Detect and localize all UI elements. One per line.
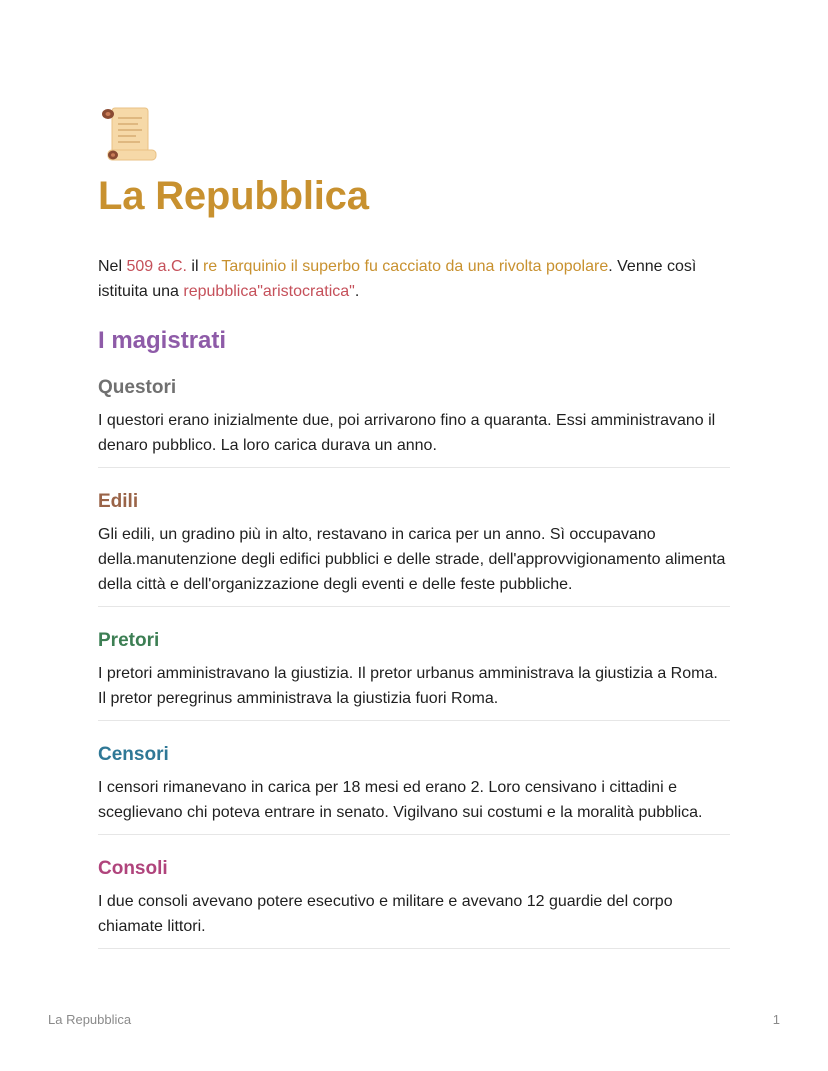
intro-text: il [186,258,203,275]
highlight-date: 509 a.C. [126,258,187,275]
intro-text: Nel [98,258,127,275]
intro-text: . Venne così istituita una [98,258,697,300]
magistrate-title: Pretori [98,630,160,651]
magistrate-title: Consoli [98,858,168,879]
section-heading: I magistrati [98,327,227,354]
highlight-event: re Tarquinio il superbo fu cacciato da una rivolta popolare [202,258,609,275]
intro-paragraph [98,254,730,304]
magistrate-questori [98,376,730,468]
magistrate-description: I due consoli avevano potere esecutivo e militare e avevano 12 guardie del corpo chiamate littori. [98,893,673,935]
magistrate-description: Gli edili, un gradino più in alto, restavano in carica per un anno. Sì occupavano della.manutenzione degli edifici pubblici e delle strade, dell'approvvigionamento alimenta della città e dell'organizzazione degli eventi e delle feste pubbliche. [98,526,726,593]
magistrate-title: Questori [98,377,177,398]
footer-page-number: 1 [772,1012,780,1027]
magistrate-consoli [98,857,730,949]
footer-document-name: La Repubblica [48,1012,132,1027]
magistrate-title: Censori [98,744,169,765]
intro-text: . [354,283,360,300]
magistrate-edili [98,490,730,607]
magistrate-censori [98,743,730,835]
magistrate-title: Edili [98,491,139,512]
page-title: La Repubblica [98,174,369,218]
highlight-republic-type: repubblica"aristocratica" [183,283,355,300]
magistrate-description: I censori rimanevano in carica per 18 mesi ed erano 2. Loro censivano i cittadini e sceglievano chi poteva entrare in senato. Vigilvano sui costumi e la moralità pubblica. [98,779,703,821]
scroll-icon [98,106,158,162]
magistrate-description: I questori erano inizialmente due, poi arrivarono fino a quaranta. Essi amministravano il denaro pubblico. La loro carica durava un anno. [98,412,716,454]
magistrate-description: I pretori amministravano la giustizia. Il pretor urbanus amministrava la giustizia a Roma. Il pretor peregrinus amministrava la giustizia fuori Roma. [98,665,718,707]
document-page [98,106,730,949]
magistrate-pretori [98,629,730,721]
